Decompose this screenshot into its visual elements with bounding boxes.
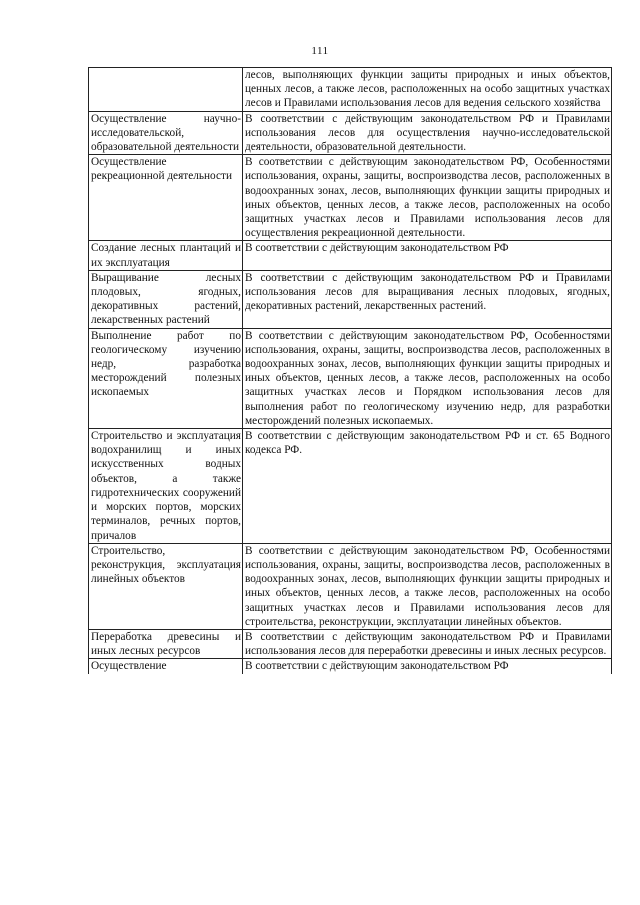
basis-cell: В соответствии с действующим законодательством РФ	[243, 659, 612, 674]
table-row	[89, 111, 612, 155]
page-number: 111	[311, 45, 329, 57]
activity-cell: Осуществление рекреационной деятельности	[89, 155, 243, 241]
table-row	[89, 68, 612, 112]
basis-cell: В соответствии с действующим законодательством РФ, Особенностями использования, охраны, защиты, воспроизводства лесов, расположенных в водоохранных зонах, лесов, выполняющих функции защиты природных и иных объектов, ценных лесов, а также лесов, расположенных на особо защитных участках лесов и Правилами использования лесов для строительства, реконструкции, эксплуатации линейных объектов.	[243, 543, 612, 629]
forest-use-table	[88, 67, 612, 674]
activity-cell: Переработка древесины и иных лесных ресурсов	[89, 629, 243, 658]
basis-cell: В соответствии с действующим законодательством РФ	[243, 241, 612, 270]
activity-cell: Осуществление научно-исследовательской, образовательной деятельности	[89, 111, 243, 155]
table-row	[89, 241, 612, 270]
basis-cell: В соответствии с действующим законодательством РФ и Правилами использования лесов для переработки древесины и иных лесных ресурсов.	[243, 629, 612, 658]
table-row	[89, 328, 612, 428]
activity-cell: Строительство, реконструкция, эксплуатация линейных объектов	[89, 543, 243, 629]
basis-cell: лесов, выполняющих функции защиты природных и иных объектов, ценных лесов, а также лесов, расположенных на особо защитных участках лесов и Правилами использования лесов для ведения сельского хозяйства	[243, 68, 612, 112]
table-row	[89, 155, 612, 241]
basis-cell: В соответствии с действующим законодательством РФ, Особенностями использования, охраны, защиты, воспроизводства лесов, расположенных в водоохранных зонах, лесов, выполняющих функции защиты природных и иных объектов, ценных лесов, а также лесов, расположенных на особо защитных участках лесов и Правилами использования лесов для осуществления рекреационной деятельности.	[243, 155, 612, 241]
table-row	[89, 659, 612, 674]
basis-cell: В соответствии с действующим законодательством РФ и Правилами использования лесов для осуществления научно-исследовательской деятельности, образовательной деятельности.	[243, 111, 612, 155]
table-row	[89, 629, 612, 658]
table-row	[89, 429, 612, 544]
activity-cell: Выполнение работ по геологическому изучению недр, разработка месторождений полезных ископаемых	[89, 328, 243, 428]
activity-cell	[89, 68, 243, 112]
activity-cell: Осуществление	[89, 659, 243, 674]
activity-cell: Создание лесных плантаций и их эксплуатация	[89, 241, 243, 270]
table-row	[89, 270, 612, 328]
activity-cell: Выращивание лесных плодовых, ягодных, декоративных растений, лекарственных растений	[89, 270, 243, 328]
table-row	[89, 543, 612, 629]
basis-cell: В соответствии с действующим законодательством РФ и Правилами использования лесов для выращивания лесных плодовых, ягодных, декоративных растений, лекарственных растений.	[243, 270, 612, 328]
basis-cell: В соответствии с действующим законодательством РФ и ст. 65 Водного кодекса РФ.	[243, 429, 612, 544]
basis-cell: В соответствии с действующим законодательством РФ, Особенностями использования, охраны, защиты, воспроизводства лесов, расположенных в водоохранных зонах, лесов, выполняющих функции защиты природных и иных объектов, ценных лесов, а также лесов, расположенных на особо защитных участках лесов и Порядком использования лесов для выполнения работ по геологическому изучению недр, для разработки месторождений полезных ископаемых.	[243, 328, 612, 428]
activity-cell: Строительство и эксплуатация водохранилищ и иных искусственных водных объектов, а также гидротехнических сооружений и морских портов, морских терминалов, речных портов, причалов	[89, 429, 243, 544]
